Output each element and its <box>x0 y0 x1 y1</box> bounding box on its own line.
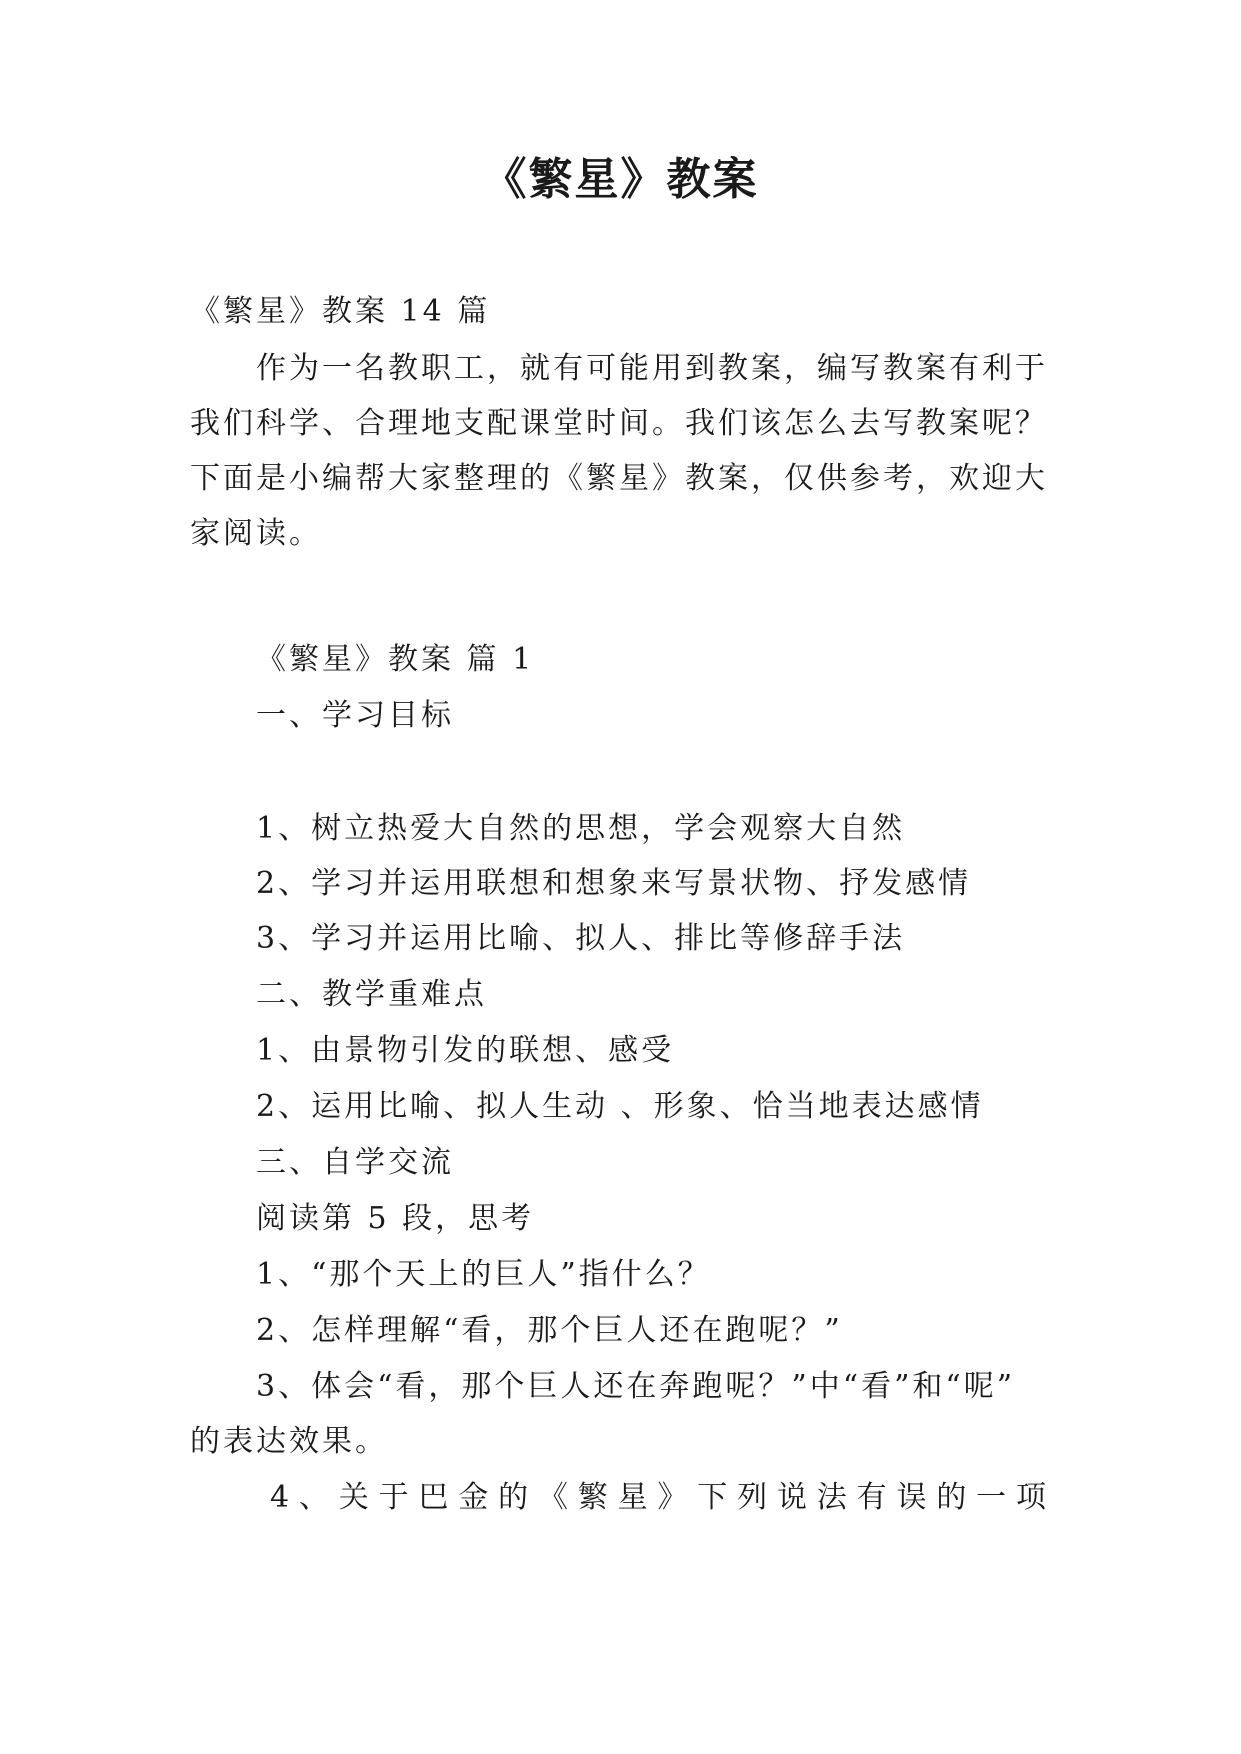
heading-key-points: 二、教学重难点 <box>256 977 487 1012</box>
heading-self-study: 三、自学交流 <box>256 1145 454 1180</box>
document-subtitle: 《繁星》教案 14 篇 <box>190 294 491 329</box>
question-4: 4、关于巴金的《繁星》下列说法有误的一项 <box>270 1480 1046 1515</box>
key-point-1: 1、由景物引发的联想、感受 <box>256 1033 675 1068</box>
question-3: 3、体会“看，那个巨人还在奔跑呢？”中“看”和“呢” <box>256 1369 1016 1404</box>
objective-item-2: 2、学习并运用联想和想象来写景状物、抒发感情 <box>256 866 972 901</box>
intro-line-2: 我们科学、合理地支配课堂时间。我们该怎么去写教案呢？ <box>190 406 1048 441</box>
heading-learning-objectives: 一、学习目标 <box>256 698 454 733</box>
intro-line-4: 家阅读。 <box>190 516 322 551</box>
intro-line-3: 下面是小编帮大家整理的《繁星》教案，仅供参考，欢迎大 <box>190 461 1048 496</box>
reading-instruction: 阅读第 5 段，思考 <box>256 1201 535 1236</box>
key-point-2: 2、运用比喻、拟人生动 、形象、恰当地表达感情 <box>256 1089 984 1124</box>
section-heading: 《繁星》教案 篇 1 <box>256 642 535 677</box>
question-3-continued: 的表达效果。 <box>190 1424 388 1459</box>
question-2: 2、怎样理解“看，那个巨人还在跑呢？” <box>256 1313 843 1348</box>
objective-item-3: 3、学习并运用比喻、拟人、排比等修辞手法 <box>256 921 906 956</box>
question-1: 1、“那个天上的巨人”指什么？ <box>256 1257 711 1292</box>
document-title: 《繁星》教案 <box>482 154 759 205</box>
intro-line-1: 作为一名教职工，就有可能用到教案，编写教案有利于 <box>256 351 1048 386</box>
objective-item-1: 1、树立热爱大自然的思想，学会观察大自然 <box>256 811 906 846</box>
